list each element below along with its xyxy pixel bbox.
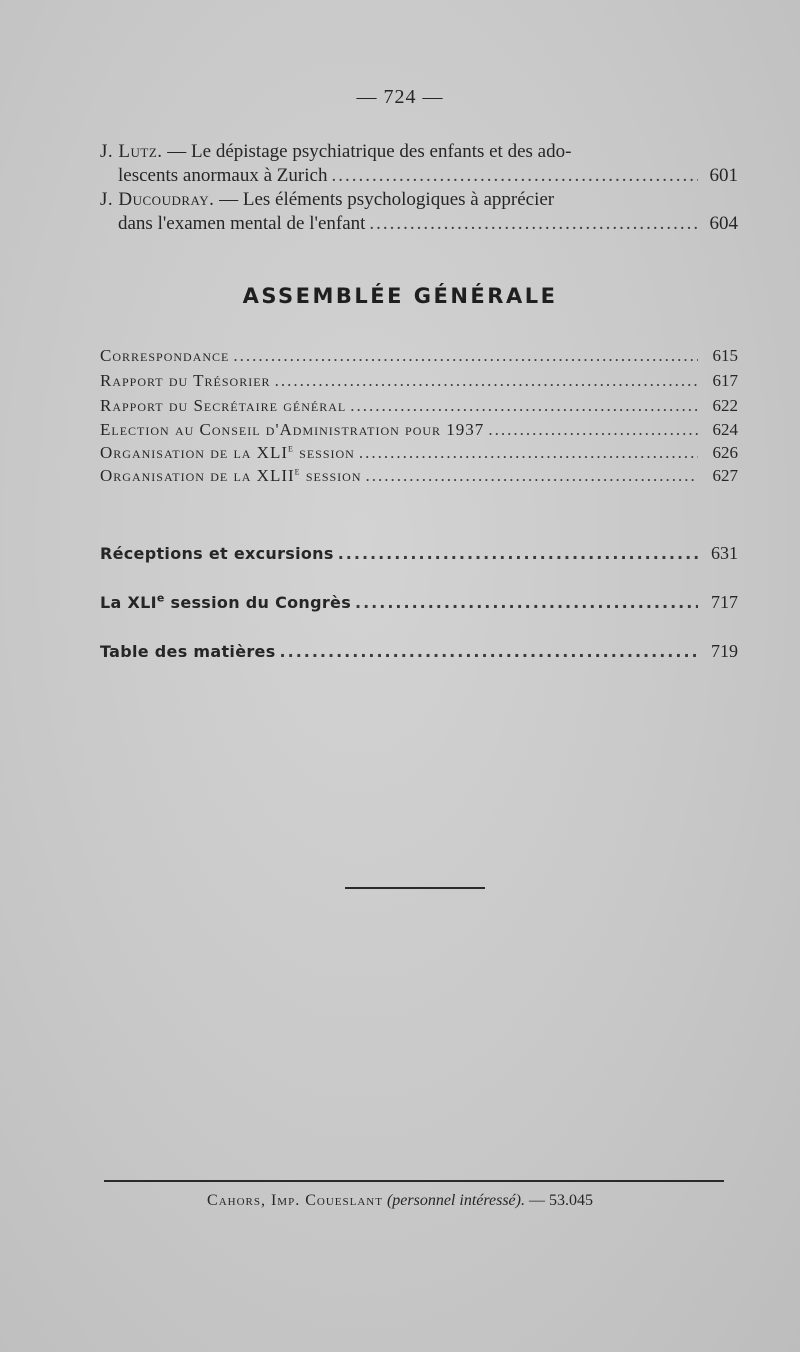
toc-row-xli-session-congres [100, 592, 738, 613]
section-divider [345, 887, 485, 889]
footer-rule [104, 1180, 724, 1182]
row-page: 719 [711, 641, 738, 661]
toc-row-rapport-secretaire [100, 396, 738, 416]
row-label: La XLIe session du Congrès [100, 591, 352, 612]
toc-row-organisation-xli [100, 443, 738, 463]
entry-title-line2: dans l'examen mental de l'enfant [118, 213, 366, 234]
row-page: 626 [712, 443, 738, 462]
row-page: 615 [712, 346, 738, 365]
row-page: 627 [712, 466, 738, 485]
toc-entry-ducoudray [100, 188, 738, 236]
dot-leader [355, 593, 698, 612]
entry-page: 601 [709, 165, 738, 186]
toc-entry-lutz [100, 140, 738, 188]
row-label: Organisation de la XLIe session [100, 442, 355, 462]
printer-colophon [0, 1192, 800, 1210]
print-code: — 53.045 [528, 1192, 593, 1209]
printer-name: Cahors, Imp. Coueslant [207, 1192, 383, 1209]
dot-leader [350, 396, 698, 416]
toc-row-rapport-tresorier [100, 371, 738, 391]
row-label: Rapport du Trésorier [100, 371, 271, 390]
toc-row-table-matieres [100, 641, 738, 662]
entry-author: J. Ducoudray. [100, 189, 215, 210]
entry-title-line1: — Le dépistage psychiatrique des enfants et des ado- [162, 141, 572, 162]
row-page: 717 [711, 592, 738, 612]
dot-leader [233, 346, 698, 366]
row-page: 622 [712, 396, 738, 415]
row-page: 624 [712, 420, 738, 439]
entry-page: 604 [709, 213, 738, 234]
dot-leader [280, 642, 698, 661]
page-number: — 724 — [356, 86, 444, 108]
dot-leader [369, 212, 698, 236]
toc-row-election-conseil [100, 420, 738, 440]
row-label: Rapport du Secrétaire général [100, 396, 347, 415]
row-page: 617 [712, 371, 738, 390]
dot-leader [488, 420, 698, 440]
dot-leader [359, 443, 698, 463]
toc-row-correspondance [100, 346, 738, 366]
dot-leader [366, 466, 699, 486]
toc-row-receptions [100, 543, 738, 564]
row-label: Organisation de la XLIIe session [100, 465, 362, 485]
dot-leader [275, 371, 698, 391]
dot-leader [331, 164, 698, 188]
printer-note: (personnel intéressé). [386, 1192, 525, 1209]
row-label: Election au Conseil d'Administration pour 1937 [100, 420, 485, 439]
row-label: Correspondance [100, 346, 230, 365]
toc-row-organisation-xlii [100, 466, 738, 486]
entry-title-line2: lescents anormaux à Zurich [118, 165, 328, 186]
section-heading: ASSEMBLÉE GÉNÉRALE [242, 284, 558, 308]
row-page: 631 [711, 543, 738, 563]
dot-leader [338, 544, 698, 563]
row-label: Réceptions et excursions [100, 544, 334, 563]
entry-title-line1: — Les éléments psychologiques à apprécier [214, 189, 555, 210]
row-label: Table des matières [100, 642, 276, 661]
entry-author: J. Lutz. [100, 141, 163, 162]
